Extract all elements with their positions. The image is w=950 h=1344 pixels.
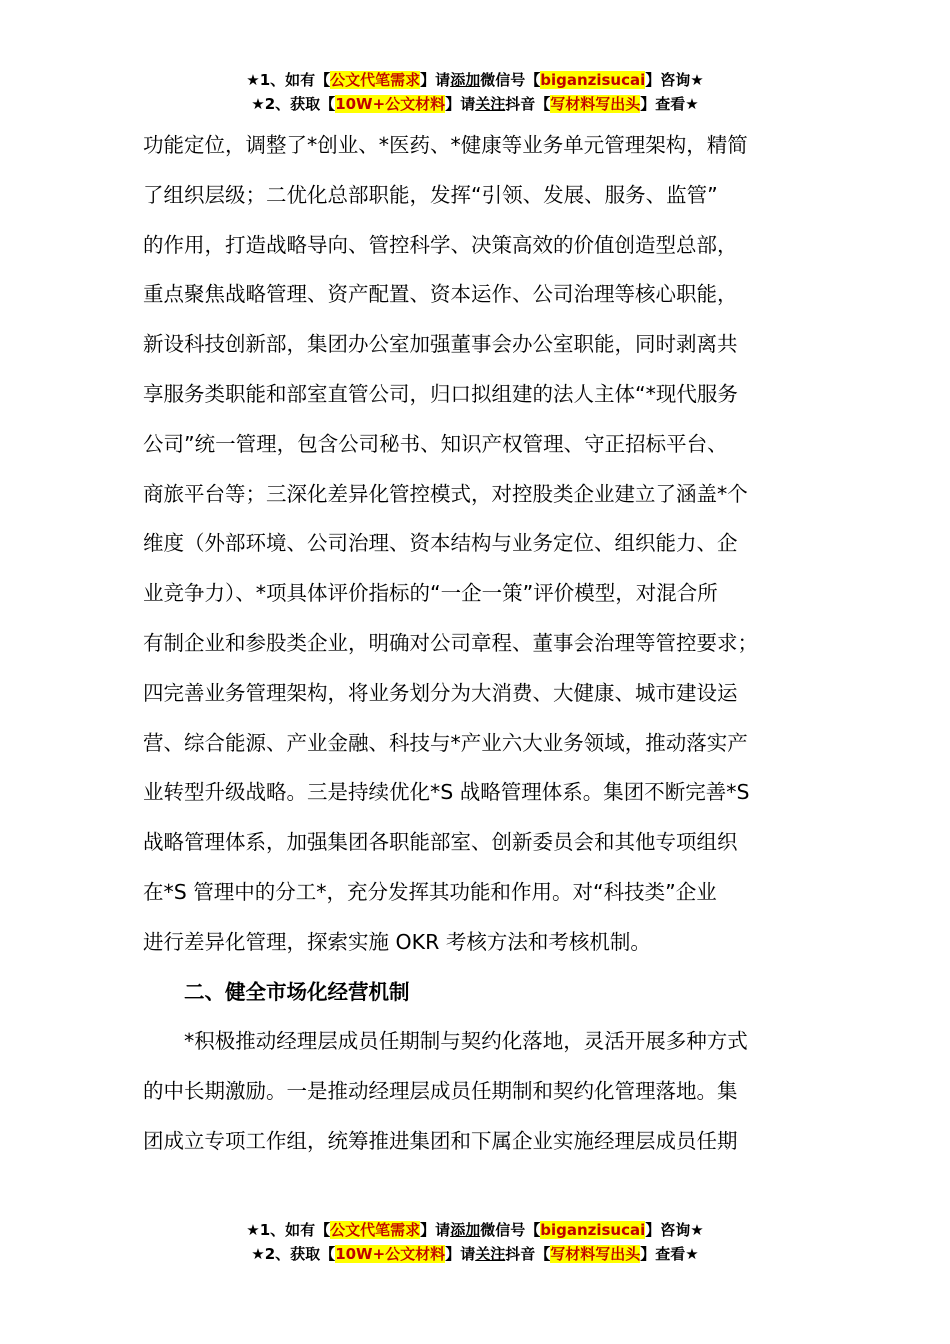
text-line: 公司”统一管理，包含公司秘书、知识产权管理、守正招标平台、	[143, 431, 728, 456]
highlight-service: 公文代笔需求	[330, 1221, 421, 1239]
text-line: 业转型升级战略。三是持续优化*S 战略管理体系。集团不断完善*S	[143, 780, 750, 805]
document-body	[143, 121, 833, 1167]
text-line: 营、综合能源、产业金融、科技与*产业六大业务领域，推动落实产	[143, 730, 748, 755]
text-line: *积极推动经理层成员任期制与契约化落地，灵活开展多种方式	[184, 1029, 748, 1054]
banner-line-2: ★2、获取【10W+公文材料】请关注抖音【写材料写出头】查看★	[251, 1245, 699, 1263]
text-line: 进行差异化管理，探索实施 OKR 考核方法和考核机制。	[143, 929, 651, 954]
text-line: 商旅平台等；三深化差异化管控模式，对控股类企业建立了涵盖*个	[143, 481, 748, 506]
section-heading: 二、健全市场化经营机制	[184, 979, 410, 1004]
highlight-douyin: 写材料写出头	[550, 95, 641, 113]
header-banner	[0, 68, 950, 116]
highlight-wechat-id: biganzisucai	[540, 71, 646, 89]
text-line: 有制企业和参股类企业，明确对公司章程、董事会治理等管控要求；	[143, 630, 758, 655]
highlight-wechat-id: biganzisucai	[540, 1221, 646, 1239]
text-line: 团成立专项工作组，统筹推进集团和下属企业实施经理层成员任期	[143, 1128, 738, 1153]
banner-line-1: ★1、如有【公文代笔需求】请添加微信号【biganzisucai】咨询★	[246, 1221, 704, 1239]
text-line: 在*S 管理中的分工*，充分发挥其功能和作用。对“科技类”企业	[143, 879, 717, 904]
footer-banner	[0, 1218, 950, 1266]
text-line: 了组织层级；二优化总部职能，发挥“引领、发展、服务、监管”	[143, 182, 718, 207]
text-line: 战略管理体系，加强集团各职能部室、创新委员会和其他专项组织	[143, 830, 738, 855]
text-line: 功能定位，调整了*创业、*医药、*健康等业务单元管理架构，精简	[143, 133, 748, 157]
text-line: 的作用，打造战略导向、管控科学、决策高效的价值创造型总部，	[143, 232, 738, 257]
text-line: 的中长期激励。一是推动经理层成员任期制和契约化管理落地。集	[143, 1079, 738, 1104]
highlight-douyin: 写材料写出头	[550, 1245, 641, 1263]
text-line: 四完善业务管理架构，将业务划分为大消费、大健康、城市建设运	[143, 680, 738, 705]
text-line: 新设科技创新部，集团办公室加强董事会办公室职能，同时剥离共	[143, 332, 738, 357]
banner-line-2: ★2、获取【10W+公文材料】请关注抖音【写材料写出头】查看★	[251, 95, 699, 113]
text-line: 维度（外部环境、公司治理、资本结构与业务定位、组织能力、企	[143, 531, 738, 556]
text-line: 重点聚焦战略管理、资产配置、资本运作、公司治理等核心职能，	[143, 282, 738, 307]
highlight-materials: 10W+公文材料	[335, 95, 446, 113]
banner-line-1: ★1、如有【公文代笔需求】请添加微信号【biganzisucai】咨询★	[246, 71, 704, 89]
text-line: 业竞争力）、*项具体评价指标的“一企一策”评价模型，对混合所	[143, 581, 718, 606]
text-line: 享服务类职能和部室直管公司，归口拟组建的法人主体“*现代服务	[143, 381, 738, 406]
highlight-service: 公文代笔需求	[330, 71, 421, 89]
highlight-materials: 10W+公文材料	[335, 1245, 446, 1263]
